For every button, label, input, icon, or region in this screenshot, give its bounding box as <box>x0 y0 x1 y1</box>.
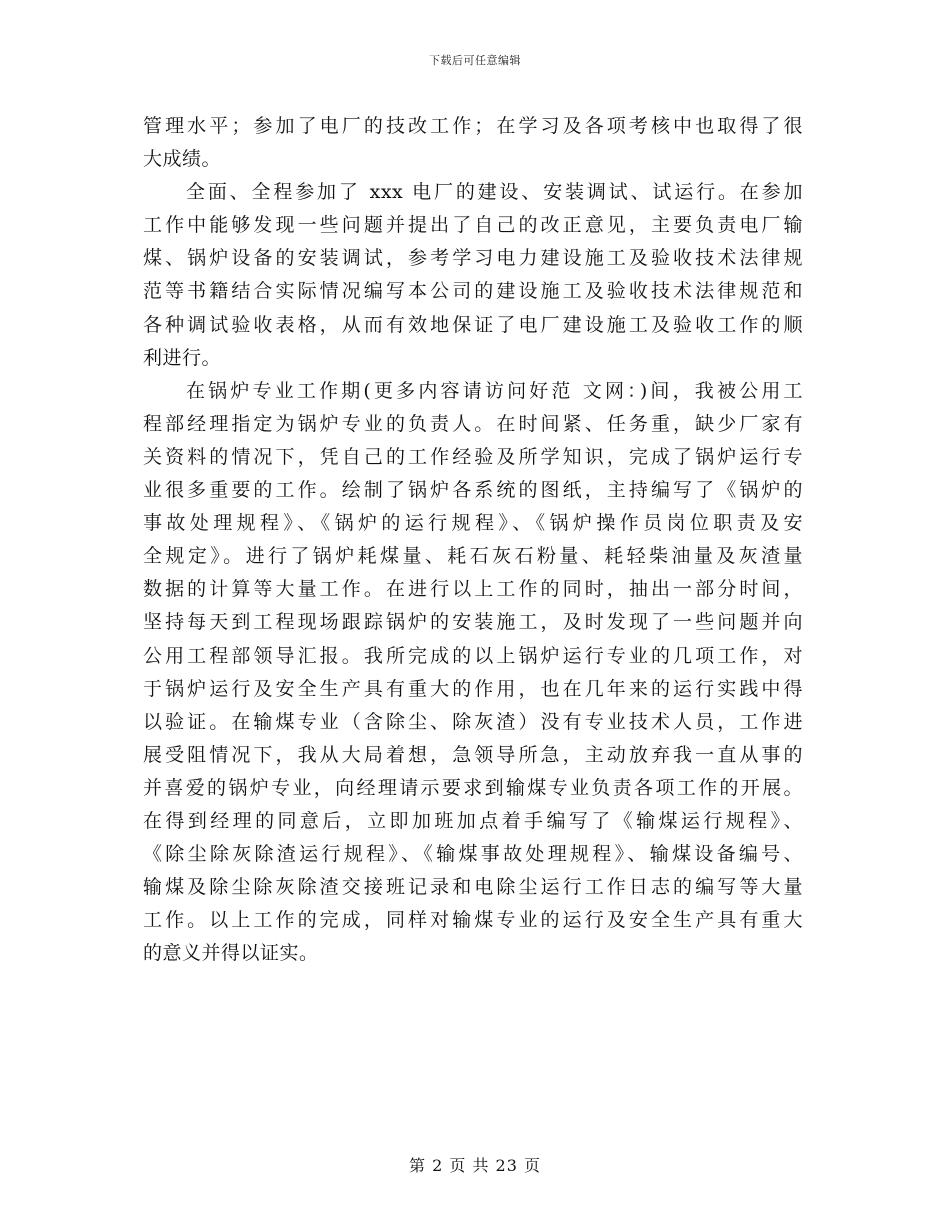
paragraph <box>143 176 803 375</box>
text-line: 全规定》。进行了锅炉耗煤量、耗石灰石粉量、耗轻柴油量及灰渣量 <box>143 545 803 568</box>
text-line: 《除尘除灰除渣运行规程》、《输煤事故处理规程》、输煤设备编号、 <box>143 843 803 866</box>
text-line: 展受阻情况下，我从大局着想，急领导所急，主动放弃我一直从事的 <box>143 743 803 766</box>
text-line: 工作。以上工作的完成，同样对输煤专业的运行及安全生产具有重大 <box>143 909 803 932</box>
text-line: 业很多重要的工作。绘制了锅炉各系统的图纸，主持编写了《锅炉的 <box>143 479 803 502</box>
text-line: 数据的计算等大量工作。在进行以上工作的同时，抽出一部分时间， <box>143 578 803 601</box>
text-line: 公用工程部领导汇报。我所完成的以上锅炉运行专业的几项工作，对 <box>143 644 803 667</box>
text-line: 于锅炉运行及安全生产具有重大的作用，也在几年来的运行实践中得 <box>143 677 803 700</box>
text-line: 工作中能够发现一些问题并提出了自己的改正意见，主要负责电厂输 <box>143 214 803 237</box>
text-line: 在锅炉专业工作期(更多内容请访问好范 文网：)间，我被公用工 <box>186 379 803 402</box>
text-line: 在得到经理的同意后，立即加班加点着手编写了《输煤运行规程》、 <box>143 809 803 832</box>
text-line: 坚持每天到工程现场跟踪锅炉的安装施工，及时发现了一些问题并向 <box>143 611 803 634</box>
text-line: 关资料的情况下，凭自己的工作经验及所学知识，完成了锅炉运行专 <box>143 445 803 468</box>
page-number: 第 2 页 共 23 页 <box>409 1156 541 1175</box>
page-header-note: 下载后可任意编辑 <box>429 54 521 67</box>
text-line: 各种调试验收表格，从而有效地保证了电厂建设施工及验收工作的顺 <box>143 313 803 336</box>
text-line: 全面、全程参加了 xxx 电厂的建设、安装调试、试运行。在参加 <box>186 181 803 204</box>
document-body <box>143 110 803 970</box>
text-line: 并喜爱的锅炉专业，向经理请示要求到输煤专业负责各项工作的开展。 <box>143 776 803 799</box>
paragraph <box>143 110 803 176</box>
paragraph <box>143 375 803 971</box>
text-line: 范等书籍结合实际情况编写本公司的建设施工及验收技术法律规范和 <box>143 280 803 303</box>
text-line: 事故处理规程》、《锅炉的运行规程》、《锅炉操作员岗位职责及安 <box>143 512 803 535</box>
text-line: 的意义并得以证实。 <box>143 942 319 965</box>
text-line: 管理水平；参加了电厂的技改工作；在学习及各项考核中也取得了很 <box>143 115 803 137</box>
text-line: 程部经理指定为锅炉专业的负责人。在时间紧、任务重，缺少厂家有 <box>143 412 803 435</box>
text-line: 利进行。 <box>143 346 222 369</box>
text-line: 以验证。在输煤专业（含除尘、除灰渣）没有专业技术人员，工作进 <box>143 710 803 733</box>
text-line: 煤、锅炉设备的安装调试，参考学习电力建设施工及验收技术法律规 <box>143 247 803 270</box>
text-line: 输煤及除尘除灰除渣交接班记录和电除尘运行工作日志的编写等大量 <box>143 876 803 899</box>
text-line: 大成绩。 <box>143 148 222 171</box>
